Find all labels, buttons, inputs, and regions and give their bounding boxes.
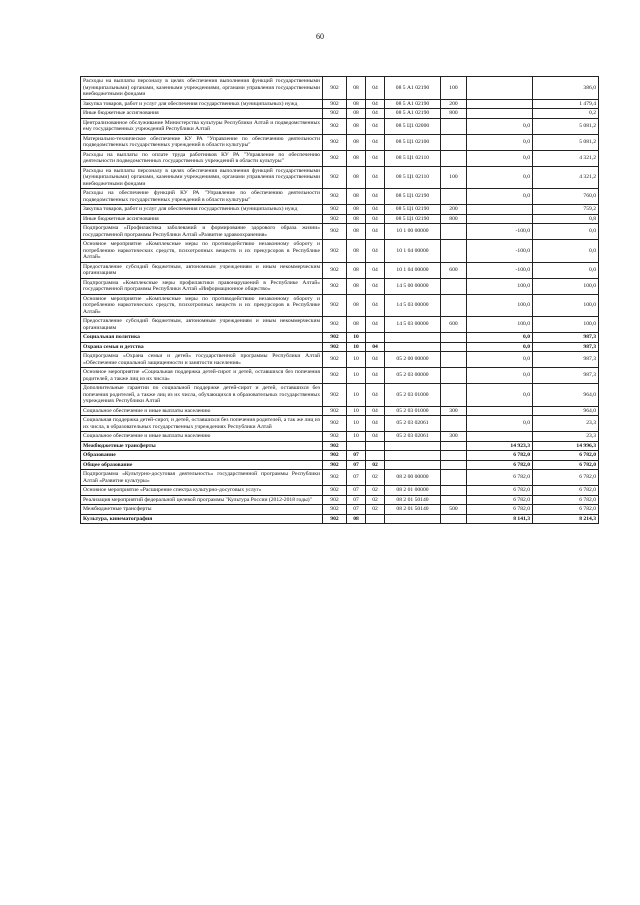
expense-type-cell [441,150,467,166]
amount-change-cell: 100,0 [467,294,533,317]
target-article-cell: 10 1 04 00000 [385,262,441,278]
table-row [81,333,599,343]
section-code-cell: 08 [347,224,366,240]
row-name-cell: Закупка товаров, работ и услуг для обеспечения государственных (муниципальных) нужд [81,99,323,109]
section-code-cell: 08 [347,189,366,205]
row-name-cell: Подпрограмма «Комплексные меры профилактики правонарушений в Республике Алтай» государственной программы Республики Алтай «Информационное общество» [81,278,323,294]
section-code-cell: 08 [347,294,366,317]
target-article-cell: 05 2 03 02061 [385,432,441,442]
target-article-cell: 08 2 01 00000 [385,486,441,496]
table-row [81,278,599,294]
amount-total-cell: 760,0 [533,189,599,205]
amount-change-cell: 100,0 [467,278,533,294]
row-name-cell: Межбюджетные трансферты [81,505,323,515]
subsection-code-cell: 04 [366,240,385,263]
amount-total-cell: 0,0 [533,262,599,278]
amount-change-cell [467,214,533,224]
subsection-code-cell: 04 [366,406,385,416]
amount-change-cell: 0,0 [467,333,533,343]
amount-total-cell: 1 479,4 [533,99,599,109]
amount-change-cell [467,109,533,119]
table-row [81,240,599,263]
amount-change-cell: 0,0 [467,118,533,134]
expense-type-cell [441,134,467,150]
expense-type-cell: 200 [441,205,467,215]
grbs-code-cell: 902 [323,262,347,278]
table-row [81,294,599,317]
amount-change-cell: 0,0 [467,150,533,166]
expense-type-cell: 200 [441,99,467,109]
expense-type-cell [441,460,467,470]
grbs-code-cell: 902 [323,368,347,384]
table-row [81,460,599,470]
row-name-cell: Дополнительные гарантии по социальной поддержке детей-сирот и детей, оставшихся без попечения родителей, а также лиц из их числа, обучающихся в образовательных государственных учреждениях Республики Алтай [81,384,323,407]
table-row [81,470,599,486]
amount-change-cell [467,205,533,215]
table-row [81,514,599,524]
amount-total-cell: 23,3 [533,432,599,442]
table-row [81,406,599,416]
target-article-cell: 05 2 03 01000 [385,406,441,416]
section-code-cell: 07 [347,495,366,505]
grbs-code-cell: 902 [323,342,347,352]
subsection-code-cell: 04 [366,214,385,224]
subsection-code-cell: 02 [366,505,385,515]
grbs-code-cell: 902 [323,294,347,317]
subsection-code-cell: 04 [366,352,385,368]
table-row [81,205,599,215]
table-row [81,384,599,407]
table-row [81,495,599,505]
row-name-cell: Расходы на выплаты персоналу в целях обеспечения выполнения функций государственными (муниципальными) органами, казенными учреждениями, органами управления государственными внебюджетными фондами [81,166,323,189]
subsection-code-cell: 02 [366,486,385,496]
row-name-cell: Подпрограмма «Профилактика заболеваний и формирование здорового образа жизни» государственной программы Республики Алтай «Развитие здравоохранения» [81,224,323,240]
section-code-cell: 08 [347,166,366,189]
subsection-code-cell: 04 [366,262,385,278]
section-code-cell: 08 [347,150,366,166]
amount-change-cell [467,99,533,109]
subsection-code-cell: 04 [366,416,385,432]
section-code-cell: 08 [347,262,366,278]
table-row [81,118,599,134]
amount-total-cell: 4 321,2 [533,166,599,189]
grbs-code-cell: 902 [323,416,347,432]
expense-type-cell [441,486,467,496]
grbs-code-cell: 902 [323,460,347,470]
amount-change-cell: -100,0 [467,224,533,240]
amount-total-cell: 964,0 [533,406,599,416]
grbs-code-cell: 902 [323,240,347,263]
section-code-cell: 10 [347,352,366,368]
expense-type-cell [441,278,467,294]
target-article-cell: 14 5 03 00000 [385,317,441,333]
expense-type-cell [441,368,467,384]
target-article-cell: 05 2 03 02061 [385,416,441,432]
table-row [81,342,599,352]
target-article-cell: 08 2 00 00000 [385,470,441,486]
target-article-cell [385,342,441,352]
grbs-code-cell: 902 [323,505,347,515]
amount-change-cell: 6 782,0 [467,470,533,486]
amount-total-cell: 5 081,2 [533,118,599,134]
grbs-code-cell: 902 [323,278,347,294]
grbs-code-cell: 902 [323,224,347,240]
amount-total-cell: 14 996,3 [533,441,599,451]
section-code-cell: 10 [347,384,366,407]
amount-total-cell: 964,0 [533,384,599,407]
row-name-cell: Расходы на выплаты по оплате труда работников КУ РА "Управление по обеспечению деятельности подведомственных государственных учреждений в области культуры" [81,150,323,166]
expense-type-cell [441,441,467,451]
target-article-cell: 14 5 03 00000 [385,294,441,317]
section-code-cell: 08 [347,205,366,215]
table-row [81,451,599,461]
target-article-cell: 08 5 А1 02190 [385,109,441,119]
grbs-code-cell: 902 [323,384,347,407]
target-article-cell: 05 2 03 00000 [385,368,441,384]
target-article-cell [385,333,441,343]
expense-type-cell [441,514,467,524]
expense-type-cell [441,333,467,343]
section-code-cell: 07 [347,460,366,470]
row-name-cell: Основное мероприятие «Расширение спектра культурно-досуговых услуг» [81,486,323,496]
table-row [81,416,599,432]
subsection-code-cell: 04 [366,317,385,333]
amount-change-cell: 0,0 [467,166,533,189]
row-name-cell: Основное мероприятие «Комплексные меры по противодействию незаконному обороту и потреблению наркотических средств, психотропных веществ и их прекурсоров в Республике Алтай» [81,294,323,317]
grbs-code-cell: 902 [323,495,347,505]
amount-change-cell: 0,0 [467,352,533,368]
amount-change-cell: 0,0 [467,134,533,150]
expense-type-cell: 800 [441,214,467,224]
grbs-code-cell: 902 [323,77,347,100]
expense-type-cell [441,352,467,368]
amount-total-cell: 100,0 [533,294,599,317]
grbs-code-cell: 902 [323,317,347,333]
row-name-cell: Материально-техническое обеспечение КУ РА "Управление по обеспечению деятельности подведомственных государственных учреждений в области культуры" [81,134,323,150]
amount-change-cell: 8 141,3 [467,514,533,524]
row-name-cell: Социальная поддержка детей-сирот, и детей, оставшихся без попечения родителей, а так же лиц из их числа, в образовательных государственных учреждениях Республики Алтай [81,416,323,432]
row-name-cell: Централизованное обслуживание Министерства культуры Республики Алтай и подведомственных ему государственных учреждений Республики Алтай [81,118,323,134]
section-code-cell: 08 [347,118,366,134]
expense-type-cell [441,451,467,461]
expense-type-cell [441,294,467,317]
expense-type-cell [441,189,467,205]
amount-change-cell: 100,0 [467,317,533,333]
expense-type-cell: 100 [441,166,467,189]
row-name-cell: Охрана семьи и детства [81,342,323,352]
target-article-cell: 08 2 01 50140 [385,495,441,505]
amount-change-cell: 6 782,0 [467,460,533,470]
row-name-cell: Закупка товаров, работ и услуг для обеспечения государственных (муниципальных) нужд [81,205,323,215]
table-row [81,441,599,451]
subsection-code-cell: 04 [366,384,385,407]
row-name-cell: Подпрограмма «Охрана семьи и детей» государственной программы Республики Алтай «Обеспечение социальной защищенности и занятости населения» [81,352,323,368]
grbs-code-cell: 902 [323,432,347,442]
amount-change-cell: 6 782,0 [467,505,533,515]
section-code-cell: 10 [347,368,366,384]
expense-type-cell [441,495,467,505]
row-name-cell: Социальное обеспечение и иные выплаты населению [81,406,323,416]
target-article-cell: 10 1 04 00000 [385,240,441,263]
table-row [81,189,599,205]
subsection-code-cell: 04 [366,368,385,384]
amount-total-cell: 6 782,0 [533,470,599,486]
target-article-cell: 08 5 Ц1 02190 [385,189,441,205]
grbs-code-cell: 902 [323,486,347,496]
amount-total-cell: 100,0 [533,317,599,333]
amount-total-cell: 987,3 [533,368,599,384]
table-row [81,134,599,150]
subsection-code-cell: 02 [366,460,385,470]
expense-type-cell: 600 [441,262,467,278]
target-article-cell: 08 5 А1 02190 [385,99,441,109]
section-code-cell [347,441,366,451]
subsection-code-cell: 04 [366,278,385,294]
target-article-cell: 10 1 00 00000 [385,224,441,240]
expense-type-cell [441,118,467,134]
section-code-cell: 10 [347,333,366,343]
amount-total-cell: 0,8 [533,214,599,224]
section-code-cell: 10 [347,432,366,442]
table-row [81,368,599,384]
section-code-cell: 07 [347,486,366,496]
grbs-code-cell: 902 [323,352,347,368]
table-row [81,352,599,368]
subsection-code-cell: 04 [366,109,385,119]
subsection-code-cell [366,514,385,524]
row-name-cell: Основное мероприятие «Комплексные меры по противодействию незаконному обороту и потреблению наркотических средств, психотропных веществ и их прекурсоров в Республике Алтай» [81,240,323,263]
subsection-code-cell: 02 [366,470,385,486]
row-name-cell: Общее образование [81,460,323,470]
row-name-cell: Основное мероприятие «Социальная поддержка детей-сирот и детей, оставшихся без попечения родителей, а также лиц из их числа» [81,368,323,384]
amount-total-cell: 987,3 [533,352,599,368]
amount-change-cell: 0,0 [467,342,533,352]
row-name-cell: Расходы на выплаты персоналу в целях обеспечения выполнения функций государственными (муниципальными) органами, казенными учреждениями, органами управления государственными внебюджетными фондами [81,77,323,100]
subsection-code-cell: 04 [366,166,385,189]
amount-total-cell: 0,0 [533,224,599,240]
subsection-code-cell: 04 [366,432,385,442]
budget-table [80,76,599,524]
row-name-cell: Социальная политика [81,333,323,343]
grbs-code-cell: 902 [323,99,347,109]
amount-total-cell: 0,2 [533,109,599,119]
row-name-cell: Культура, кинематография [81,514,323,524]
table-row [81,109,599,119]
expense-type-cell [441,224,467,240]
grbs-code-cell: 902 [323,214,347,224]
row-name-cell: Межбюджетные трансферты [81,441,323,451]
target-article-cell [385,460,441,470]
target-article-cell: 08 5 Ц1 02110 [385,150,441,166]
amount-change-cell: 6 782,0 [467,495,533,505]
subsection-code-cell [366,451,385,461]
section-code-cell: 08 [347,109,366,119]
expense-type-cell [441,470,467,486]
grbs-code-cell: 902 [323,470,347,486]
table-row [81,505,599,515]
table-row [81,317,599,333]
subsection-code-cell: 04 [366,224,385,240]
section-code-cell: 10 [347,406,366,416]
amount-change-cell [467,77,533,100]
subsection-code-cell: 04 [366,134,385,150]
amount-change-cell: 0,0 [467,368,533,384]
grbs-code-cell: 902 [323,406,347,416]
amount-change-cell: 0,0 [467,189,533,205]
section-code-cell: 07 [347,470,366,486]
amount-total-cell: 6 782,0 [533,451,599,461]
section-code-cell: 08 [347,134,366,150]
row-name-cell: Предоставление субсидий бюджетным, автономным учреждениям и иным некоммерческим организациям [81,317,323,333]
amount-total-cell: 5 081,2 [533,134,599,150]
section-code-cell: 07 [347,505,366,515]
amount-total-cell: 6 782,0 [533,460,599,470]
section-code-cell: 08 [347,240,366,263]
target-article-cell: 14 5 00 00000 [385,278,441,294]
target-article-cell: 05 2 03 01000 [385,384,441,407]
grbs-code-cell: 902 [323,205,347,215]
expense-type-cell: 100 [441,77,467,100]
page-number: 60 [316,32,324,41]
expense-type-cell [441,416,467,432]
subsection-code-cell: 04 [366,205,385,215]
section-code-cell: 08 [347,77,366,100]
section-code-cell: 08 [347,278,366,294]
amount-change-cell [467,432,533,442]
subsection-code-cell: 04 [366,77,385,100]
row-name-cell: Предоставление субсидий бюджетным, автономным учреждениям и иным некоммерческим организациям [81,262,323,278]
expense-type-cell: 300 [441,406,467,416]
subsection-code-cell [366,333,385,343]
section-code-cell: 10 [347,416,366,432]
target-article-cell: 08 5 Ц1 02190 [385,214,441,224]
table-row [81,150,599,166]
target-article-cell: 08 5 А1 02190 [385,77,441,100]
grbs-code-cell: 902 [323,514,347,524]
amount-total-cell: 759,2 [533,205,599,215]
subsection-code-cell: 04 [366,118,385,134]
subsection-code-cell [366,441,385,451]
amount-change-cell: -100,0 [467,262,533,278]
table-row [81,486,599,496]
table-row [81,99,599,109]
target-article-cell: 08 5 Ц1 02190 [385,205,441,215]
subsection-code-cell: 04 [366,294,385,317]
table-row [81,262,599,278]
table-row [81,224,599,240]
amount-change-cell: 6 782,0 [467,486,533,496]
amount-total-cell: 4 321,2 [533,150,599,166]
amount-total-cell: 987,3 [533,342,599,352]
row-name-cell: Расходы на обеспечение функций КУ РА "Управление по обеспечению деятельности подведомственных государственных учреждений в области культуры" [81,189,323,205]
amount-total-cell: 6 782,0 [533,505,599,515]
amount-total-cell: 23,3 [533,416,599,432]
amount-change-cell: 0,0 [467,416,533,432]
table-row [81,77,599,100]
target-article-cell: 05 2 00 00000 [385,352,441,368]
target-article-cell: 08 5 Ц1 02110 [385,166,441,189]
grbs-code-cell: 902 [323,441,347,451]
expense-type-cell: 800 [441,109,467,119]
subsection-code-cell: 04 [366,99,385,109]
amount-change-cell [467,406,533,416]
grbs-code-cell: 902 [323,150,347,166]
table-row [81,166,599,189]
row-name-cell: Социальное обеспечение и иные выплаты населению [81,432,323,442]
expense-type-cell [441,384,467,407]
expense-type-cell: 300 [441,432,467,442]
amount-change-cell: 0,0 [467,384,533,407]
target-article-cell: 08 2 01 50140 [385,505,441,515]
subsection-code-cell: 04 [366,150,385,166]
table-row [81,432,599,442]
row-name-cell: Иные бюджетные ассигнования [81,214,323,224]
grbs-code-cell: 902 [323,333,347,343]
subsection-code-cell: 02 [366,495,385,505]
grbs-code-cell: 902 [323,451,347,461]
subsection-code-cell: 04 [366,189,385,205]
table-row [81,214,599,224]
amount-change-cell: -100,0 [467,240,533,263]
target-article-cell [385,514,441,524]
target-article-cell: 08 5 Ц1 02000 [385,118,441,134]
subsection-code-cell: 04 [366,342,385,352]
amount-total-cell: 987,3 [533,333,599,343]
expense-type-cell: 500 [441,505,467,515]
amount-total-cell: 100,0 [533,278,599,294]
expense-type-cell: 600 [441,317,467,333]
section-code-cell: 07 [347,451,366,461]
table-body [81,77,599,524]
grbs-code-cell: 902 [323,189,347,205]
row-name-cell: Реализация мероприятий федеральной целевой программы "Культура России (2012-2018 годы)" [81,495,323,505]
amount-total-cell: 8 214,3 [533,514,599,524]
grbs-code-cell: 902 [323,109,347,119]
amount-total-cell: 386,0 [533,77,599,100]
amount-total-cell: 6 782,0 [533,495,599,505]
amount-change-cell: 6 782,0 [467,451,533,461]
grbs-code-cell: 902 [323,166,347,189]
grbs-code-cell: 902 [323,118,347,134]
section-code-cell: 08 [347,99,366,109]
section-code-cell: 10 [347,342,366,352]
amount-total-cell: 6 782,0 [533,486,599,496]
section-code-cell: 08 [347,317,366,333]
section-code-cell: 08 [347,214,366,224]
target-article-cell: 08 5 Ц1 02100 [385,134,441,150]
row-name-cell: Подпрограмма «Культурно-досуговая деятельность» государственной программы Республики Алтай «Развитие культуры» [81,470,323,486]
expense-type-cell [441,240,467,263]
row-name-cell: Образование [81,451,323,461]
amount-change-cell: 14 923,3 [467,441,533,451]
target-article-cell [385,451,441,461]
amount-total-cell: 0,0 [533,240,599,263]
section-code-cell: 08 [347,514,366,524]
row-name-cell: Иные бюджетные ассигнования [81,109,323,119]
expense-type-cell [441,342,467,352]
target-article-cell [385,441,441,451]
grbs-code-cell: 902 [323,134,347,150]
